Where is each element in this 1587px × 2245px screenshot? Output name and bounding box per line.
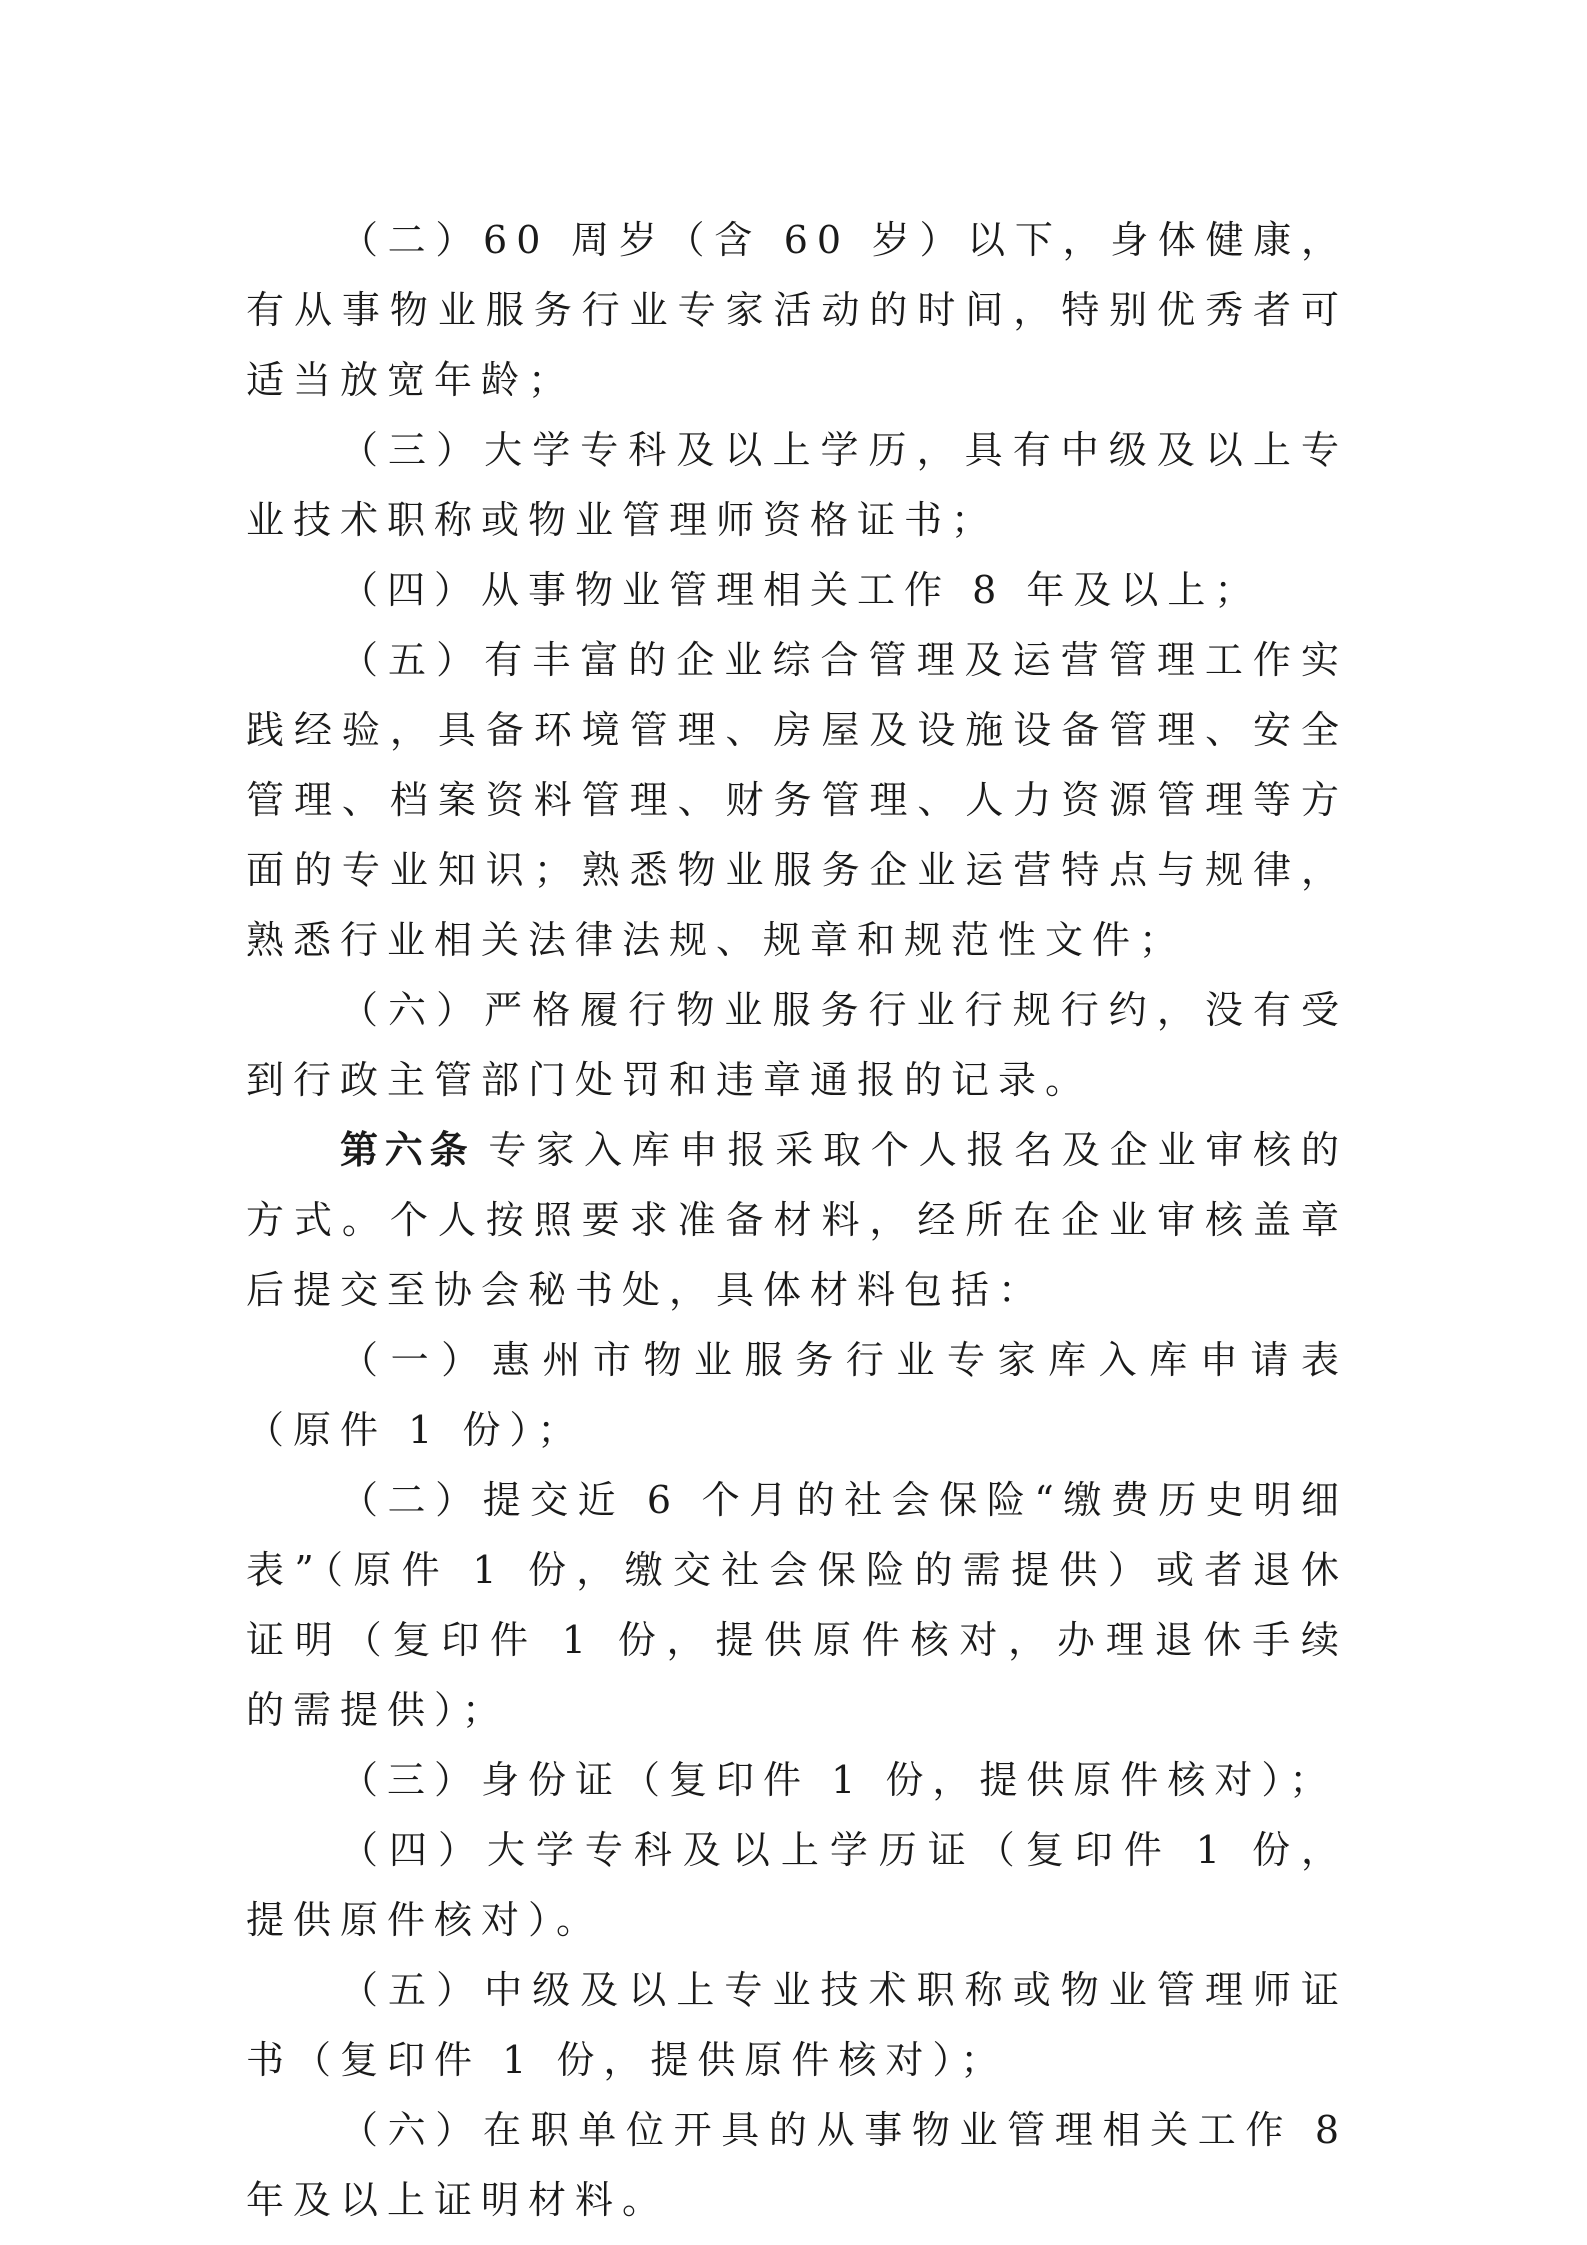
paragraph-material-5: （五）中级及以上专业技术职称或物业管理师证书（复印件 1 份，提供原件核对）；	[246, 1968, 1348, 2082]
article-6-text: 专家入库申报采取个人报名及企业审核的方式。个人按照要求准备材料，经所在企业审核盖章后提交至协会秘书处，具体材料包括：	[246, 1128, 1348, 1312]
paragraph-qualification-6: （六）严格履行物业服务行业行规行约，没有受到行政主管部门处罚和违章通报的记录。	[246, 988, 1348, 1102]
paragraph-qualification-4: （四）从事物业管理相关工作 8 年及以上；	[340, 568, 1262, 612]
paragraph-qualification-3: （三）大学专科及以上学历，具有中级及以上专业技术职称或物业管理师资格证书；	[246, 428, 1348, 542]
paragraph-qualification-2: （二）60 周岁（含 60 岁）以下，身体健康，有从事物业服务行业专家活动的时间，特别优秀者可适当放宽年龄；	[246, 218, 1348, 402]
paragraph-article-6	[246, 1115, 1348, 1325]
document-page	[246, 205, 1348, 2235]
paragraph-qualification-5: （五）有丰富的企业综合管理及运营管理工作实践经验，具备环境管理、房屋及设施设备管理、安全管理、档案资料管理、财务管理、人力资源管理等方面的专业知识；熟悉物业服务企业运营特点与规律，熟悉行业相关法律法规、规章和规范性文件；	[246, 638, 1348, 962]
paragraph-material-4: （四）大学专科及以上学历证（复印件 1 份，提供原件核对）。	[246, 1828, 1348, 1942]
paragraph-material-3: （三）身份证（复印件 1 份，提供原件核对）；	[340, 1758, 1337, 1802]
paragraph-material-6: （六）在职单位开具的从事物业管理相关工作 8 年及以上证明材料。	[246, 2108, 1348, 2222]
paragraph-material-1: （一）惠州市物业服务行业专家库入库申请表（原件 1 份）；	[246, 1338, 1348, 1452]
article-number: 第六条	[340, 1128, 475, 1172]
paragraph-material-2: （二）提交近 6 个月的社会保险“缴费历史明细表”（原件 1 份，缴交社会保险的需提供）或者退休证明（复印件 1 份，提供原件核对，办理退休手续的需提供）；	[246, 1478, 1348, 1732]
